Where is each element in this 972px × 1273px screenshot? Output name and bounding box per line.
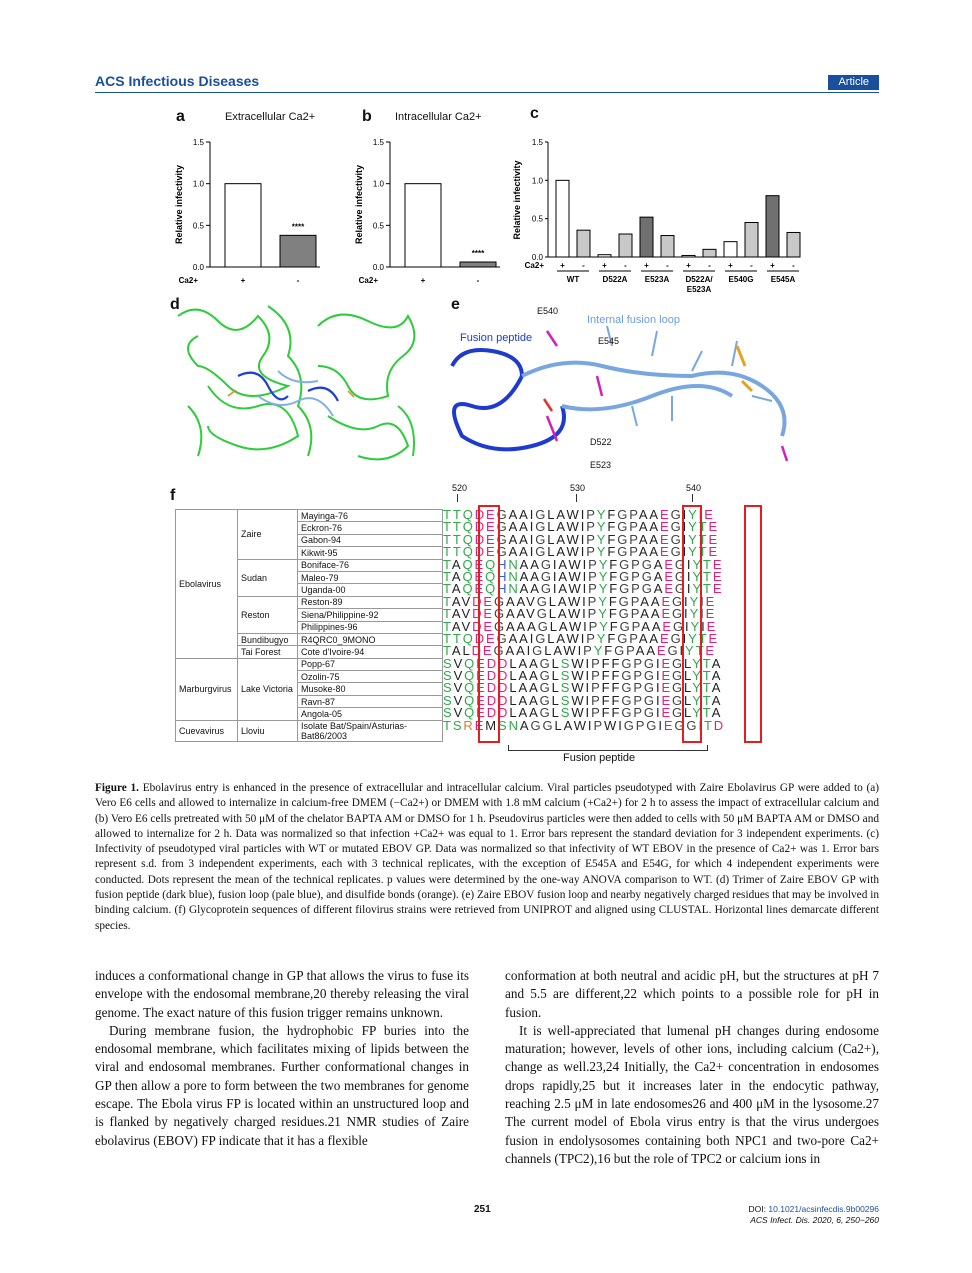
genus-cell: Ebolavirus	[176, 510, 238, 659]
label-e545: E545	[598, 336, 620, 346]
chart-c-bar	[556, 180, 569, 257]
right-column	[505, 967, 879, 1168]
figure-caption	[95, 781, 879, 934]
chart-c-ca-sign: +	[602, 261, 607, 270]
chart-c-ca-sign: +	[770, 261, 775, 270]
chart-c-ca-sign: +	[686, 261, 691, 270]
chart-a-bar	[225, 184, 261, 267]
sequence-row: TALDEGAAIGLAWIPYFGPAAEGIYTE	[443, 643, 716, 659]
sequence-row: TAVDEGAAAGLAWIPYFGPAAEGIYIE	[443, 618, 718, 634]
sequence-row: TSREMSNAGGLAWIPWIGPGIEGGITD	[443, 717, 726, 733]
page-number: 251	[474, 1204, 491, 1215]
panel-c-letter: c	[530, 105, 539, 122]
left-column	[95, 967, 469, 1150]
tick-540	[692, 494, 693, 502]
gp-trimer-structure-image	[168, 296, 433, 476]
sequence-row: TAVDEGAAVGLAWIPYFGPAAEGIYIE	[443, 593, 717, 609]
fusion-peptide-bracket	[508, 745, 708, 751]
strain-cell: Siena/Philippine-92	[298, 609, 443, 621]
chart-c-bar	[724, 242, 737, 257]
strain-cell: Isolate Bat/Spain/Asturias-Bat86/2003	[298, 720, 443, 741]
citation: ACS Infect. Dis. 2020, 6, 250−260	[750, 1215, 879, 1225]
chart-a-significance: ****	[291, 222, 305, 232]
chart-c-ca-sign: -	[750, 261, 753, 270]
panel-a-title: Extracellular Ca2+	[225, 111, 316, 123]
sequence-row: SVQEDDLAAGLSWIPFFGPGIEGLYTA	[443, 655, 723, 671]
label-e540: E540	[537, 306, 559, 316]
chart-c-ca-sign: -	[666, 261, 669, 270]
sequence-row: TAQEQHNAAGIAWIPYFGPGAEGIYTE	[443, 568, 724, 584]
chart-a-ylabel: Relative infectivity	[174, 164, 184, 245]
chart-c-bar	[703, 249, 716, 257]
chart-b-bar	[460, 262, 496, 267]
genus-cell: Cuevavirus	[176, 720, 238, 741]
fp-box-e540	[682, 505, 702, 743]
sequence-row: TTQDEGAAIGLAWIPYFGPAAEGIYTE	[443, 630, 720, 646]
chart-c-group-label-2: E523A	[686, 285, 712, 294]
sequence-row: TAVDEGAAVGLAWIPYFGPAAEGIYIE	[443, 606, 717, 622]
strain-cell: Popp-67	[298, 658, 443, 670]
sequence-row: SVQEDDLAAGLSWIPFFGPGIEGLYTA	[443, 705, 723, 721]
chart-a	[170, 130, 330, 295]
strain-cell: R4QRC0_9MONO	[298, 633, 443, 645]
chart-a-xtick-label: -	[296, 276, 300, 285]
sequence-row: TTQDEGAAIGLAWIPYFGPAAEGIYIE	[443, 507, 715, 522]
chart-c-ytick-label: 0.0	[531, 253, 543, 262]
chart-c	[508, 130, 808, 300]
chart-c-ylabel: Relative infectivity	[512, 160, 522, 240]
chart-c-group-label: E545A	[770, 275, 796, 284]
panel-b-title: Intracellular Ca2+	[395, 111, 482, 123]
chart-a-bar	[280, 235, 316, 267]
species-cell: Bundibugyo	[238, 633, 298, 645]
chart-c-bar	[766, 196, 779, 257]
strain-cell: Musoke-80	[298, 683, 443, 695]
strain-cell: Kikwit-95	[298, 547, 443, 559]
strain-cell: Philippines-96	[298, 621, 443, 633]
label-internal-fusion-loop: Internal fusion loop	[587, 314, 680, 326]
chart-c-bar	[745, 223, 758, 258]
strain-cell: Uganda-00	[298, 584, 443, 596]
species-cell: Lake Victoria	[238, 658, 298, 720]
chart-c-group-label: WT	[566, 275, 580, 284]
strain-cell: Boniface-76	[298, 559, 443, 571]
chart-c-xlabel: Ca2+	[524, 261, 544, 270]
table-row	[176, 510, 443, 522]
strain-cell: Ozolin-75	[298, 671, 443, 683]
chart-b-bar	[405, 184, 441, 267]
species-table	[175, 509, 443, 742]
tick-520	[457, 494, 458, 502]
sequence-row: SVQEDDLAAGLSWIPFFGPGIEGLYTA	[443, 668, 723, 684]
table-row	[176, 658, 443, 670]
strain-cell: Mayinga-76	[298, 510, 443, 522]
caption-text: Ebolavirus entry is enhanced in the presence of extracellular and intracellular calcium. Viral particles pseudotyped with Zaire Ebolavirus GP were added to (a) Vero E6 cells and allowed to internalize in calcium-free DMEM (−Ca2+) or DMEM with 1.8 mM calcium (+Ca2+) for 2 h to assess the impact of extracellular calcium and (b) Vero E6 cells pretreated with 50 μM of the chelator BAPTA AM or DMSO for 1 h. Pseudovirus particles were then added to cells with 50 μM BAPTA AM or DMSO and allowed to internalize for 2 h. Data was normalized so that infection +Ca2+ was equal to 1. Error bars represent the standard deviation for 3 independent experiments. (c) Infectivity of pseudotyped viral particles with WT or mutated EBOV GP. Data was normalized so that infectivity of WT EBOV in the presence of Ca2+ was 1. Error bars represent s.d. from 3 independent experiments, each with 3 technical replicates, with the exception of E545A and E54G, for which 4 independent experiments were conducted. Dots represent the mean of the technical replicates. p values were determined by the one-way ANOVA comparison to WT. (d) Trimer of Zaire EBOV GP with fusion peptide (dark blue), fusion loop (pale blue), and disulfide bonds (orange). (e) Zaire EBOV fusion loop and nearby negatively charged residues that may be involved in binding calcium. (f) Glycoprotein sequences of different filovirus strains were retrieved from UNIPROT and aligned using CLUSTAL. Horizontal lines demarcate different species.	[95, 782, 879, 932]
species-cell: Zaire	[238, 510, 298, 560]
chart-c-bar	[682, 255, 695, 257]
left-paragraph-1: induces a conformational change in GP that allows the virus to fuse its envelope with the endosomal membrane,20 thereby releasing the viral genome. The exact nature of this fusion trigger remains unknown.	[95, 968, 469, 1020]
chart-c-ca-sign: +	[728, 261, 733, 270]
sequence-row: TAQEQHNAAGIAWIPYFGPGAEGIYTE	[443, 581, 724, 597]
chart-b-ylabel: Relative infectivity	[354, 164, 364, 245]
chart-c-ca-sign: +	[560, 261, 565, 270]
chart-b-ytick-label: 1.5	[372, 138, 384, 147]
chart-b-xtick-label: +	[420, 276, 426, 285]
label-fusion-peptide: Fusion peptide	[460, 332, 533, 344]
sequence-row: TTQDEGAAIGLAWIPYFGPAAEGIYTE	[443, 544, 720, 560]
doi-label: DOI:	[748, 1204, 767, 1214]
journal-title: ACS Infectious Diseases	[95, 73, 260, 89]
chart-c-bar	[598, 255, 611, 257]
chart-b-xtick-label: -	[476, 276, 480, 285]
panel-f-letter: f	[170, 487, 176, 504]
chart-c-ca-sign: -	[624, 261, 627, 270]
chart-c-ytick-label: 0.5	[531, 214, 543, 224]
panel-b-letter: b	[362, 108, 372, 125]
chart-c-ca-sign: -	[792, 261, 795, 270]
chart-c-group-label: D522A	[602, 275, 628, 284]
chart-a-xtick-label: +	[240, 276, 246, 285]
strain-cell: Reston-89	[298, 596, 443, 608]
chart-c-group-label: D522A/	[685, 275, 713, 284]
chart-c-ytick-label: 1.5	[531, 138, 543, 147]
label-e523: E523	[590, 460, 612, 470]
strain-cell: Eckron-76	[298, 522, 443, 534]
sequence-row: TAQEQHNAAGIAWIPYFGPGAEGIYTE	[443, 556, 724, 572]
chart-c-bar	[661, 236, 674, 257]
chart-c-ytick-label: 1.0	[531, 176, 543, 186]
chart-a-ytick-label: 0.0	[192, 263, 204, 272]
genus-cell: Marburgvirus	[176, 658, 238, 720]
chart-c-bar	[640, 217, 653, 257]
sequence-row: TTQDEGAAIGLAWIPYFGPAAEGIYTE	[443, 531, 720, 547]
strain-cell: Cote d'Ivoire-94	[298, 646, 443, 658]
tick-530	[576, 494, 577, 502]
chart-c-group-label: E540G	[728, 275, 754, 284]
position-540: 540	[686, 483, 702, 493]
caption-label: Figure 1.	[95, 782, 139, 794]
chart-b-significance: ****	[471, 249, 485, 258]
strain-cell: Ravn-87	[298, 695, 443, 707]
chart-a-ytick-label: 1.0	[192, 179, 204, 189]
strain-cell: Angola-05	[298, 708, 443, 720]
sequence-row: SVQEDDLAAGLSWIPFFGPGIEGLYTA	[443, 692, 723, 708]
chart-c-group-label: E523A	[644, 275, 670, 284]
doi-link[interactable]: 10.1021/acsinfecdis.9b00296	[768, 1204, 879, 1214]
chart-b-xlabel: Ca2+	[358, 276, 378, 285]
species-cell: Tai Forest	[238, 646, 298, 658]
page-header	[95, 73, 879, 93]
right-paragraph-2: It is well-appreciated that lumenal pH changes during endosome maturation; however, levels of other ions, including calcium (Ca2+), change as well.23,24 Initially, the Ca2+ concentration in endosomes drops rapidly,25 but it increases later in the endocytic pathway, reaching 2.5 μM in late endosomes26 and 400 μM in the lysosome.27 The current model of Ebola virus entry is that the virus undergoes fusion in endolysosomes containing both NPC1 and two-pore Ca2+ channels (TPC2),16 but the role of TPC2 or calcium ions in	[505, 1022, 879, 1166]
strain-cell: Gabon-94	[298, 534, 443, 546]
species-cell: Lloviu	[238, 720, 298, 741]
table-row	[176, 720, 443, 741]
sequence-row: TTQDEGAAIGLAWIPYFGPAAEGIYTE	[443, 519, 720, 535]
chart-c-bar	[577, 230, 590, 257]
article-badge: Article	[828, 75, 879, 90]
fp-box-d	[478, 505, 500, 743]
chart-b	[350, 130, 510, 295]
chart-b-ytick-label: 0.5	[372, 221, 384, 231]
species-cell: Reston	[238, 596, 298, 633]
sequence-row: SVQEDDLAAGLSWIPFFGPGIEGLYTA	[443, 680, 723, 696]
panel-e-letter: e	[451, 296, 460, 313]
position-520: 520	[452, 483, 468, 493]
panel-d-letter: d	[170, 296, 180, 313]
fusion-peptide-label: Fusion peptide	[563, 752, 636, 764]
position-530: 530	[570, 483, 586, 493]
chart-c-ca-sign: -	[708, 261, 711, 270]
chart-a-xlabel: Ca2+	[178, 276, 198, 285]
chart-b-ytick-label: 0.0	[372, 263, 384, 272]
species-cell: Sudan	[238, 559, 298, 596]
chart-c-bar	[787, 232, 800, 257]
left-paragraph-2: During membrane fusion, the hydrophobic FP buries into the endosomal membrane, which facilitates mixing of lipids between the viral and endosomal membranes. Further conformational changes in GP then allow a pore to form between the two membranes for genome escape. The Ebola virus FP is located within an unstructured loop and is flanked by negatively charged residues.21 NMR studies of Zaire ebolavirus (EBOV) FP indicate that it has a flexible	[95, 1022, 469, 1148]
label-d522: D522	[590, 437, 612, 447]
right-paragraph-1: conformation at both neutral and acidic pH, but the structures at pH 7 and 5.5 are different,22 which points to a possible role for pH in fusion.	[505, 968, 879, 1020]
strain-cell: Maleo-79	[298, 571, 443, 583]
chart-b-ytick-label: 1.0	[372, 179, 384, 189]
chart-c-ca-sign: -	[582, 261, 585, 270]
chart-a-ytick-label: 0.5	[192, 221, 204, 231]
doi-block	[749, 1204, 879, 1226]
chart-a-ytick-label: 1.5	[192, 138, 204, 147]
chart-c-ca-sign: +	[644, 261, 649, 270]
fp-box-e545	[744, 505, 762, 743]
chart-c-bar	[619, 234, 632, 257]
panel-a-letter: a	[176, 108, 185, 125]
